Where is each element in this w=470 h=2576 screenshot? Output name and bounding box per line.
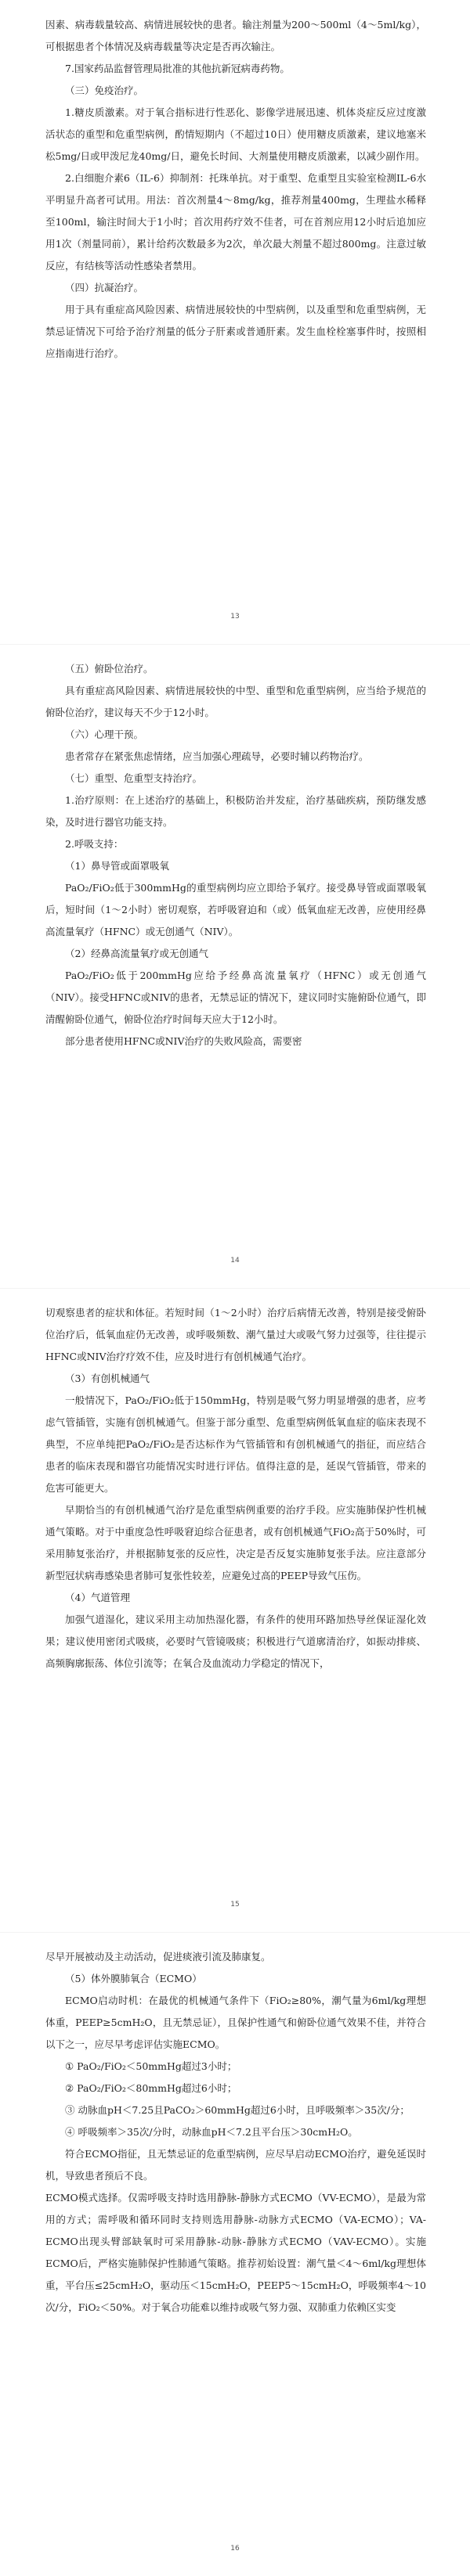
paragraph: （1）鼻导管或面罩吸氧 (65, 860, 169, 872)
paragraph: （六）心理干预。 (65, 729, 144, 740)
paragraph: PaO₂/FiO₂低于300mmHg的重型病例均应立即给予氧疗。接受鼻导管或面罩吸氧后，短时间（1～2小时）密切观察，若呼吸窘迫和（或）低氧血症无改善，应使用经鼻高流量氧疗（HFNC）或无创通气（NIV）。 (45, 882, 426, 937)
page-separator (0, 1932, 470, 1933)
paragraph: 部分患者使用HFNC或NIV治疗的失败风险高，需要密 (65, 1035, 302, 1047)
paragraph: PaO₂/FiO₂低于200mmHg应给予经鼻高流量氧疗（HFNC）或无创通气（NIV）。接受HFNC或NIV的患者，无禁忌证的情况下，建议同时实施俯卧位通气，即清醒俯卧位通气，俯卧位治疗时间每天应大于12小时。 (45, 970, 426, 1025)
paragraph: 加强气道湿化，建议采用主动加热湿化器，有条件的使用环路加热导丝保证湿化效果；建议使用密闭式吸痰，必要时气管镜吸痰；积极进行气道廓清治疗，如振动排痰、高频胸廓振荡、体位引流等；在氧合及血流动力学稳定的情况下， (45, 1614, 426, 1669)
paragraph: ② PaO₂/FiO₂＜80mmHg超过6小时； (65, 2082, 237, 2094)
paragraph: 1.糖皮质激素。对于氧合指标进行性恶化、影像学进展迅速、机体炎症反应过度激活状态的重型和危重型病例，酌情短期内（不超过10日）使用糖皮质激素，建议地塞米松5mg/日或甲泼尼龙40mg/日，避免长时间、大剂量使用糖皮质激素，以减少副作用。 (45, 106, 426, 162)
paragraph: 7.国家药品监督管理局批准的其他抗新冠病毒药物。 (65, 63, 290, 74)
document-page (0, 644, 470, 1288)
paragraph: 用于具有重症高风险因素、病情进展较快的中型病例，以及重型和危重型病例，无禁忌证情况下可给予治疗剂量的低分子肝素或普通肝素。发生血栓栓塞事件时，按照相应指南进行治疗。 (45, 304, 426, 359)
paragraph: 一般情况下，PaO₂/FiO₂低于150mmHg，特别是吸气努力明显增强的患者，应考虑气管插管，实施有创机械通气。但鉴于部分重型、危重型病例低氧血症的临床表现不典型，不应单纯把PaO₂/FiO₂是否达标作为气管插管和有创机械通气的指征，而应结合患者的临床表现和器官功能情况实时进行评估。值得注意的是，延误气管插管，带来的危害可能更大。 (45, 1394, 426, 1494)
paragraph: 1.治疗原则：在上述治疗的基础上，积极防治并发症，治疗基础疾病，预防继发感染，及时进行器官功能支持。 (45, 794, 426, 828)
document-page (0, 1288, 470, 1932)
paragraph: （五）俯卧位治疗。 (65, 663, 154, 675)
page-number: 15 (230, 1901, 240, 1909)
paragraph: 早期恰当的有创机械通气治疗是危重型病例重要的治疗手段。应实施肺保护性机械通气策略。对于中重度急性呼吸窘迫综合征患者，或有创机械通气FiO₂高于50%时，可采用肺复张治疗，并根据肺复张的反应性，决定是否反复实施肺复张手法。应注意部分新型冠状病毒感染患者肺可复张性较差，应避免过高的PEEP导致气压伤。 (45, 1504, 426, 1581)
paragraph: （5）体外膜肺氧合（ECMO） (65, 1973, 202, 1984)
paragraph: ③ 动脉血pH＜7.25且PaCO₂＞60mmHg超过6小时，且呼吸频率＞35次/分； (65, 2104, 410, 2116)
paragraph: （四）抗凝治疗。 (65, 282, 144, 293)
paragraph: （3）有创机械通气 (65, 1373, 150, 1384)
paragraph: 患者常存在紧张焦虑情绪，应当加强心理疏导，必要时辅以药物治疗。 (65, 750, 369, 762)
paragraph: ④ 呼吸频率＞35次/分时，动脉血pH＜7.2且平台压＞30cmH₂O。 (65, 2126, 358, 2138)
paragraph: 2.呼吸支持： (65, 838, 124, 850)
page-body (45, 658, 426, 1052)
paragraph: 切观察患者的症状和体征。若短时间（1～2小时）治疗后病情无改善，特别是接受俯卧位治疗后，低氧血症仍无改善，或呼吸频数、潮气量过大或吸气努力过强等，往往提示HFNC或NIV治疗疗效不佳，应及时进行有创机械通气治疗。 (45, 1307, 426, 1362)
paragraph: （2）经鼻高流量氧疗或无创通气 (65, 948, 208, 959)
page-body (45, 1946, 426, 2319)
document-page (0, 1932, 470, 2576)
paragraph: （4）气道管理 (65, 1592, 130, 1603)
paragraph: 符合ECMO指征，且无禁忌证的危重型病例，应尽早启动ECMO治疗，避免延误时机，导致患者预后不良。 (45, 2148, 426, 2182)
page-number: 14 (230, 1257, 240, 1265)
page-body (45, 14, 426, 365)
page-separator (0, 1288, 470, 1289)
page-number: 13 (230, 613, 240, 621)
paragraph: ECMO启动时机：在最优的机械通气条件下（FiO₂≥80%，潮气量为6ml/kg理想体重，PEEP≥5cmH₂O，且无禁忌证），且保护性通气和俯卧位通气效果不佳，并符合以下之一，应尽早考虑评估实施ECMO。 (45, 1995, 426, 2050)
paragraph: 2.白细胞介素6（IL-6）抑制剂：托珠单抗。对于重型、危重型且实验室检测IL-6水平明显升高者可试用。用法：首次剂量4～8mg/kg，推荐剂量400mg，生理盐水稀释至100ml，输注时间大于1小时；首次用药疗效不佳者，可在首剂应用12小时后追加应用1次（剂量同前），累计给药次数最多为2次，单次最大剂量不超过800mg。注意过敏反应，有结核等活动性感染者禁用。 (45, 172, 426, 272)
page-separator (0, 644, 470, 645)
paragraph: （三）免疫治疗。 (65, 85, 144, 96)
paragraph: 具有重症高风险因素、病情进展较快的中型、重型和危重型病例，应当给予规范的俯卧位治疗，建议每天不少于12小时。 (45, 685, 426, 718)
paragraph: 尽早开展被动及主动活动，促进痰液引流及肺康复。 (45, 1951, 271, 1963)
page-number: 16 (230, 2545, 240, 2553)
paragraph: ① PaO₂/FiO₂＜50mmHg超过3小时； (65, 2060, 237, 2072)
page-body (45, 1302, 426, 1675)
paragraph: 因素、病毒载量较高、病情进展较快的患者。输注剂量为200～500ml（4～5ml/kg），可根据患者个体情况及病毒载量等决定是否再次输注。 (45, 19, 426, 52)
document-page (0, 0, 470, 644)
paragraph: （七）重型、危重型支持治疗。 (65, 772, 203, 784)
paragraph: ECMO模式选择。仅需呼吸支持时选用静脉-静脉方式ECMO（VV-ECMO），是最为常用的方式；需呼吸和循环同时支持则选用静脉-动脉方式ECMO（VA-ECMO）；VA-ECMO出现头臂部缺氧时可采用静脉-动脉-静脉方式ECMO（VAV-ECMO）。实施ECMO后，严格实施肺保护性肺通气策略。推荐初始设置：潮气量＜4～6ml/kg理想体重，平台压≤25cmH₂O，驱动压＜15cmH₂O，PEEP5～15cmH₂O，呼吸频率4～10次/分，FiO₂＜50%。对于氧合功能难以维持或吸气努力强、双肺重力依赖区实变 (45, 2192, 426, 2313)
